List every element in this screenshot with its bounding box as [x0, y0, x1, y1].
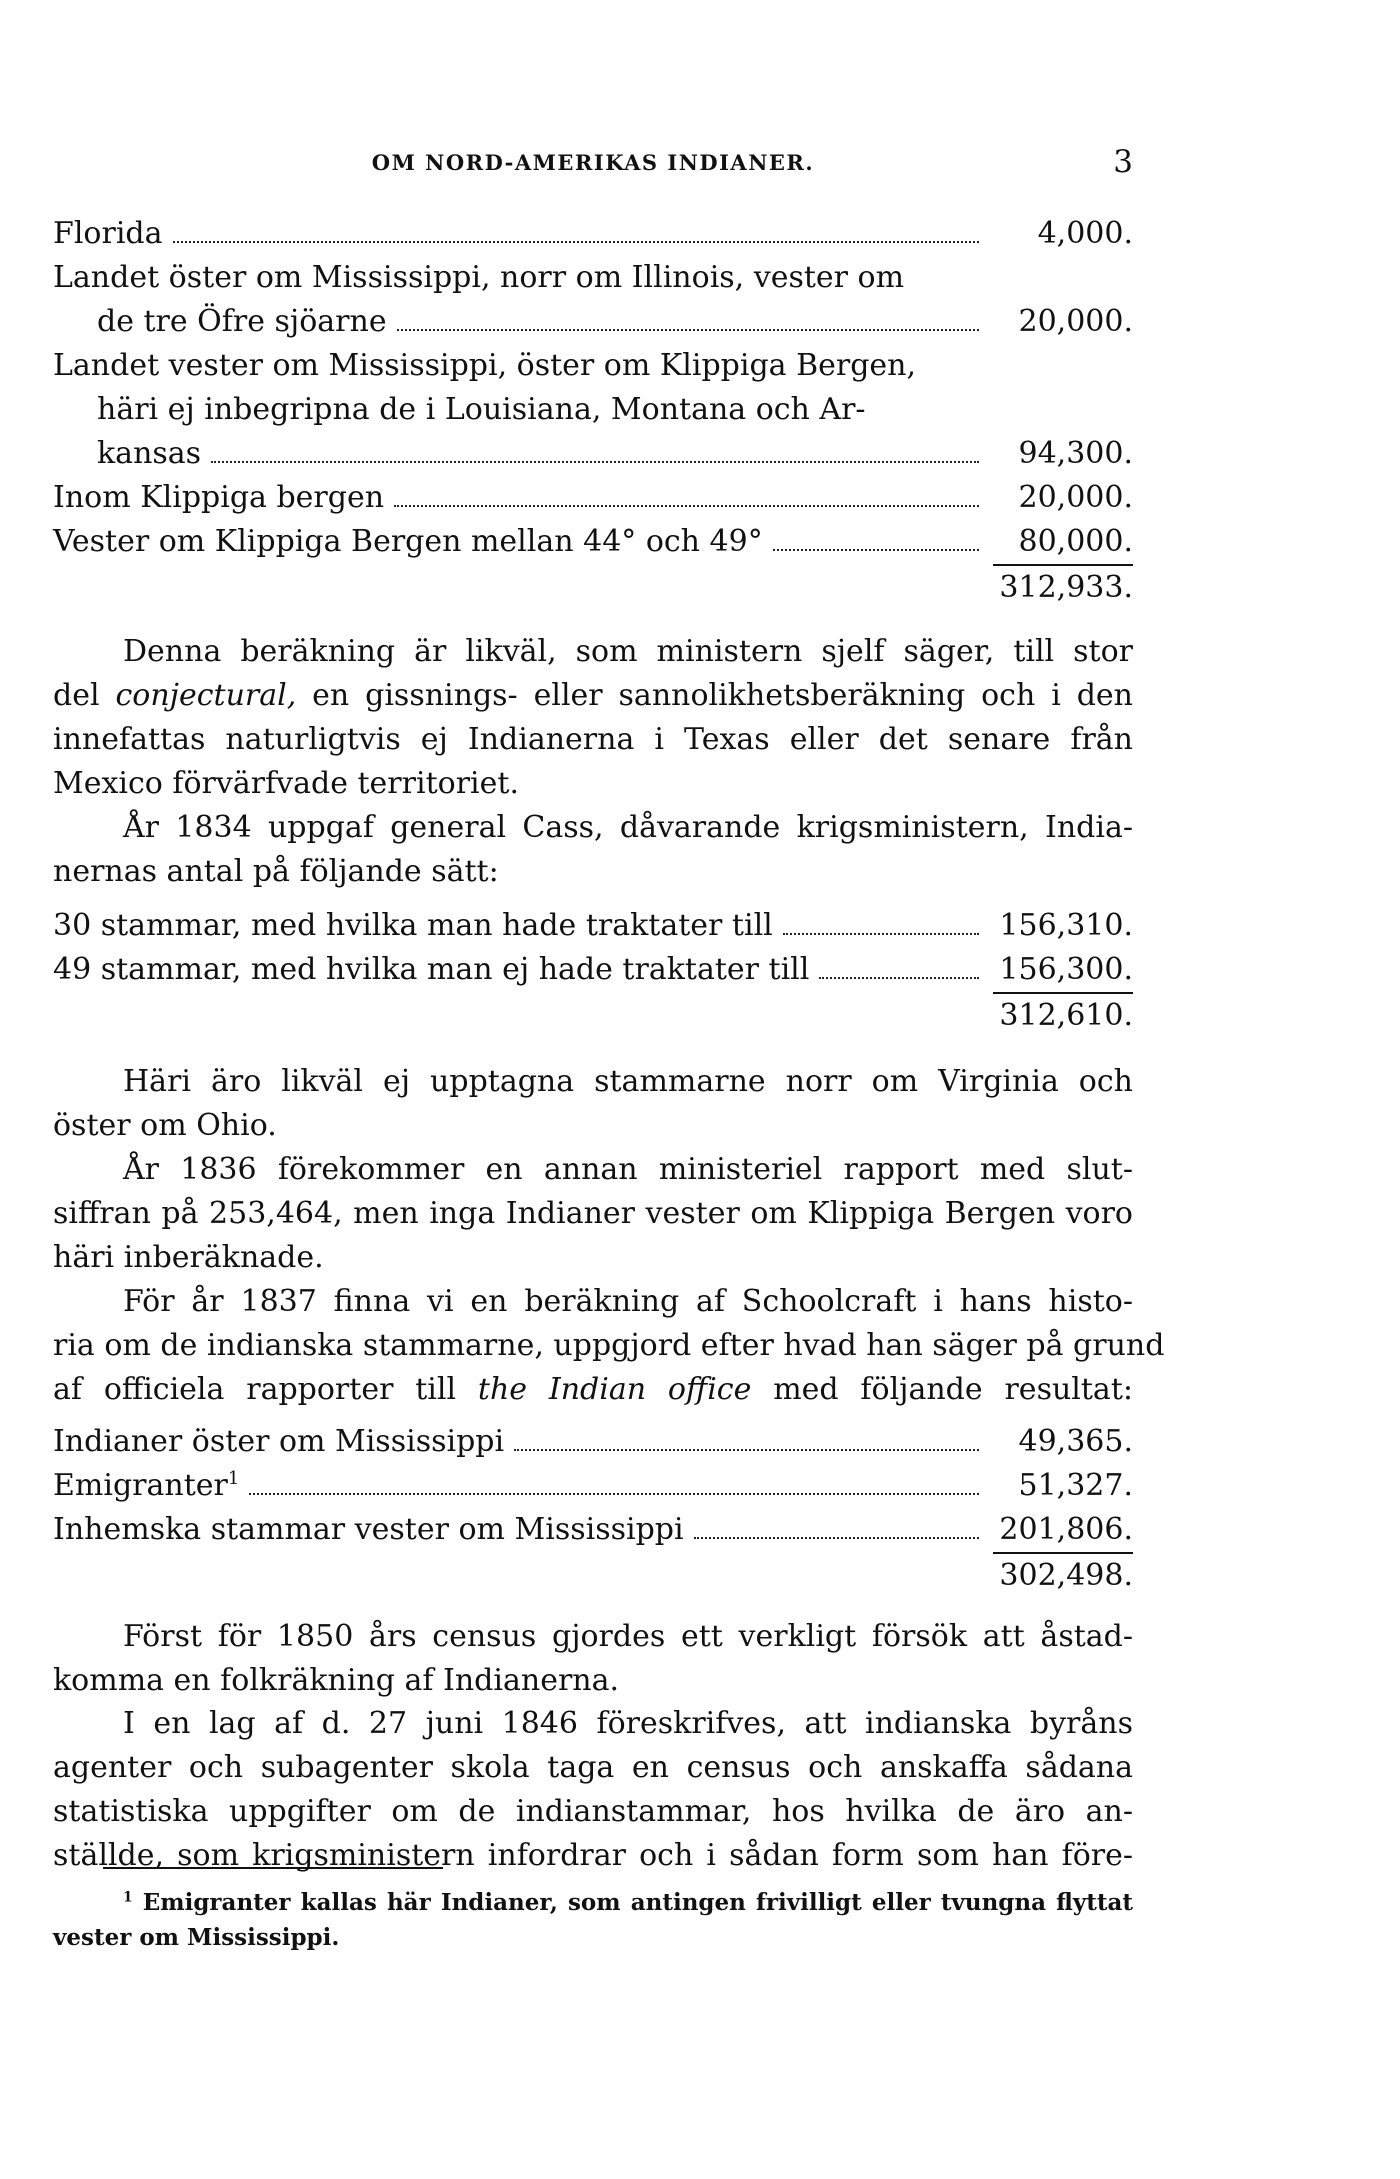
- row-label: 49 stammar, med hvilka man ej hade traktater till: [53, 952, 810, 987]
- table-row: [53, 476, 1133, 520]
- text-line: statistiska uppgifter om de indianstammar, hos hvilka de äro an-: [53, 1794, 1133, 1829]
- row-label: de tre Öfre sjöarne: [97, 304, 387, 339]
- row-label: Landet öster om Mississippi, norr om Illinois, vester om: [53, 260, 905, 295]
- text-span: med följande resultat:: [773, 1372, 1133, 1407]
- row-value: 201,806.: [999, 1512, 1133, 1547]
- population-table-1: [53, 212, 1133, 608]
- row-value: 80,000.: [1018, 524, 1133, 559]
- text-line: häri inberäknade.: [53, 1240, 324, 1275]
- text-span: af officiela rapporter till: [53, 1372, 457, 1407]
- italic-term: the Indian office: [477, 1372, 752, 1407]
- text-line: Denna beräkning är likväl, som ministern sjelf säger, till stor: [123, 634, 1133, 669]
- row-label: Landet vester om Mississippi, öster om Klippiga Bergen,: [53, 348, 917, 383]
- footnote-line: vester om Mississippi.: [53, 1924, 340, 1951]
- table-row: [53, 212, 1133, 256]
- row-value: 94,300.: [1018, 436, 1133, 471]
- text-line: siffran på 253,464, men inga Indianer vester om Klippiga Bergen voro: [53, 1196, 1133, 1231]
- text-line: öster om Ohio.: [53, 1108, 277, 1143]
- footnote-text: Emigranter kallas här Indianer, som antingen frivilligt eller tvungna flyttat: [142, 1889, 1133, 1916]
- leader-dots: [694, 1537, 979, 1539]
- row-value: 20,000.: [1018, 304, 1133, 339]
- paragraph: [53, 1702, 1133, 1878]
- row-label: Inom Klippiga bergen: [53, 480, 385, 515]
- leader-dots: [773, 549, 979, 551]
- row-label: [53, 1464, 239, 1508]
- text-line: komma en folkräkning af Indianerna.: [53, 1663, 620, 1698]
- row-label-text: Emigranter: [53, 1468, 228, 1503]
- text-line: innefattas naturligtvis ej Indianerna i Texas eller det senare från: [53, 722, 1133, 757]
- row-value: 49,365.: [1018, 1424, 1133, 1459]
- table-row: [53, 432, 1133, 476]
- table-row: [53, 300, 1133, 344]
- row-label: kansas: [97, 436, 202, 471]
- text-line: nernas antal på följande sätt:: [53, 854, 499, 889]
- text-line: [53, 1368, 1133, 1412]
- text-span: del: [53, 678, 100, 713]
- text-line: [53, 674, 1133, 718]
- paragraph: [53, 630, 1133, 806]
- row-label: Indianer öster om Mississippi: [53, 1424, 505, 1459]
- paragraph: [53, 1148, 1133, 1280]
- table-row: [53, 1464, 1133, 1508]
- total-value: 302,498.: [993, 1552, 1133, 1596]
- table-row: [53, 1508, 1133, 1552]
- table-row: [53, 904, 1133, 948]
- row-label: Inhemska stammar vester om Mississippi: [53, 1512, 684, 1547]
- leader-dots: [514, 1449, 979, 1451]
- page-number: 3: [1113, 144, 1133, 180]
- text-line: År 1836 förekommer en annan ministeriel rapport med slut-: [123, 1152, 1133, 1187]
- leader-dots: [249, 1493, 979, 1495]
- row-value: 4,000.: [1037, 216, 1133, 251]
- text-line: År 1834 uppgaf general Cass, dåvarande krigsministern, India-: [123, 810, 1133, 845]
- total-value: 312,610.: [993, 992, 1133, 1036]
- footnote-line: [53, 1885, 1133, 1920]
- leader-dots: [397, 329, 979, 331]
- row-label: häri ej inbegripna de i Louisiana, Montana och Ar-: [97, 392, 866, 427]
- leader-dots: [211, 461, 979, 463]
- text-line: ställde, som krigsministern infordrar och i sådan form som han före-: [53, 1838, 1133, 1873]
- text-line: ria om de indianska stammarne, uppgjord efter hvad han säger på grund: [53, 1328, 1165, 1363]
- table-row: [53, 1420, 1133, 1464]
- footnote: [53, 1885, 1133, 1955]
- population-table-2: [53, 904, 1133, 1036]
- row-label: Florida: [53, 216, 163, 251]
- paragraph: [53, 1615, 1133, 1703]
- table-row: [53, 520, 1133, 564]
- italic-term: conjectural,: [115, 678, 297, 713]
- leader-dots: [819, 977, 979, 979]
- row-value: 51,327.: [1018, 1468, 1133, 1503]
- leader-dots: [173, 241, 980, 243]
- text-span: en gissnings- eller sannolikhetsberäkning och i den: [312, 678, 1133, 713]
- row-value: 156,300.: [999, 952, 1133, 987]
- text-line: I en lag af d. 27 juni 1846 föreskrifves, att indianska byråns: [123, 1706, 1133, 1741]
- table-total: [53, 1552, 1133, 1596]
- leader-dots: [783, 933, 979, 935]
- row-value: 156,310.: [999, 908, 1133, 943]
- row-label: Vester om Klippiga Bergen mellan 44° och 49°: [53, 524, 763, 559]
- population-table-3: [53, 1420, 1133, 1596]
- footnote-number: 1: [123, 1889, 133, 1906]
- text-line: Mexico förvärfvade territoriet.: [53, 766, 519, 801]
- footnote-rule: [103, 1867, 443, 1869]
- page-header: [53, 144, 1133, 190]
- table-total: [53, 564, 1133, 608]
- paragraph: [53, 806, 1133, 894]
- text-line: agenter och subagenter skola taga en census och anskaffa sådana: [53, 1750, 1133, 1785]
- row-label: 30 stammar, med hvilka man hade traktater till: [53, 908, 773, 943]
- footnote-marker[interactable]: 1: [227, 1468, 240, 1489]
- text-line: Häri äro likväl ej upptagna stammarne norr om Virginia och: [123, 1064, 1133, 1099]
- paragraph: [53, 1280, 1165, 1412]
- paragraph: [53, 1060, 1133, 1148]
- text-line: För år 1837 finna vi en beräkning af Schoolcraft i hans histo-: [123, 1284, 1133, 1319]
- row-value: 20,000.: [1018, 480, 1133, 515]
- running-head: OM NORD-AMERIKAS INDIANER.: [371, 150, 815, 175]
- table-row: [53, 948, 1133, 992]
- table-total: [53, 992, 1133, 1036]
- text-line: Först för 1850 års census gjordes ett verkligt försök att åstad-: [123, 1619, 1133, 1654]
- leader-dots: [394, 505, 979, 507]
- total-value: 312,933.: [993, 564, 1133, 608]
